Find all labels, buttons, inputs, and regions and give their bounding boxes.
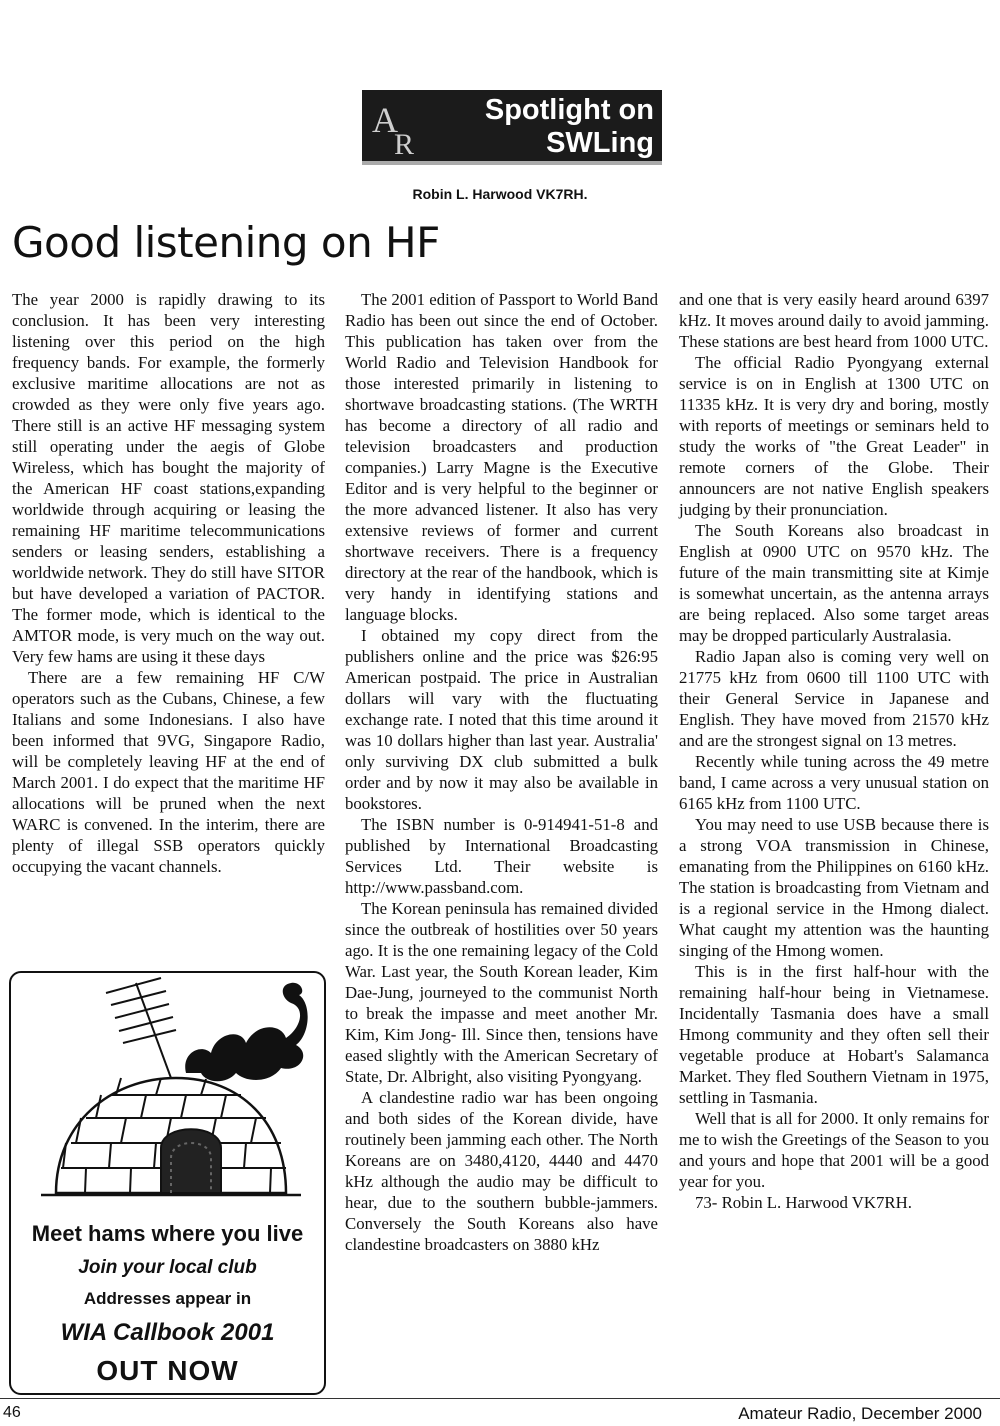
paragraph: I obtained my copy direct from the publishers online and the price was $26:95 American postpaid. The price in Australian dollars will vary with the fluctuating exchange rate. I noted that this time around it was 10 dollars higher than last year. Australia' only surviving DX club submitted a bulk order and by now it may also be available in bookstores. xyxy=(345,626,658,813)
antenna-icon xyxy=(106,978,176,1078)
paragraph: This is in the first half-hour with the remaining half-hour being in Vietnamese. Incidentally Tasmania does have a small Hmong community and they often sell their vegetable produce at Hobart's Salamanca Market. They fled Southern Vietnam in 1975, settling in Tasmania. xyxy=(679,962,989,1107)
paragraph: Radio Japan also is coming very well on 21775 kHz from 0600 till 1100 UTC with their General Service in Japanese and English. They have moved from 21570 kHz and are the strongest signal on 13 metres. xyxy=(679,647,989,750)
article-column-1 xyxy=(12,289,325,877)
article-column-2 xyxy=(345,289,658,1255)
footer-rule xyxy=(0,1398,1000,1399)
paragraph: The year 2000 is rapidly drawing to its conclusion. It has been very interesting listening over this period on the high frequency bands. For example, the formerly exclusive maritime allocations are not as crowded as they were only five years ago. There still is an active HF messaging system still operating under the aegis of Globe Wireless, which has bought the majority of the American HF coast stations,expanding worldwide through acquiring or leasing the remaining HF maritime telecommunications senders or leasing senders, establishing a worldwide network. They do still have SITOR but have developed a variation of PACTOR. The former mode, which is identical to the AMTOR mode, is very much on the way out. Very few hams are using it these days xyxy=(12,290,325,666)
article-column-3 xyxy=(679,289,989,1213)
ad-headline: Meet hams where you live xyxy=(31,1221,304,1246)
banner-title-line2: SWLing xyxy=(546,127,654,159)
paragraph: The South Koreans also broadcast in English at 0900 UTC on 9570 kHz. The future of the main transmitting site at Kimje is somewhat uncertain, as the antenna arrays are being replaced. Also some target areas may be dropped particularly Australasia. xyxy=(679,521,989,645)
paragraph: The Korean peninsula has remained divided since the outbreak of hostilities over 50 years ago. It is the one remaining legacy of the Cold War. Last year, the South Korean leader, Kim Dae-Jung, journeyed to the communist North to break the impasse and meet another Mr. Kim, Kim Jong- Ill. Since then, tensions have eased slightly with the American Secretary of State, Dr. Albright, also visiting Pyongyang. xyxy=(345,899,658,1086)
ad-callout: OUT NOW xyxy=(96,1355,239,1386)
banner-underline xyxy=(362,161,662,165)
paragraph: Well that is all for 2000. It only remains for me to wish the Greetings of the Season to you and yours and hope that 2001 will be a good year for you. xyxy=(679,1109,989,1191)
paragraph: The ISBN number is 0-914941-51-8 and published by International Broadcasting Services Ltd. Their website is http://www.passband.com. xyxy=(345,815,658,897)
smoke-icon xyxy=(185,983,307,1081)
page-number: 46 xyxy=(3,1404,21,1421)
paragraph: and one that is very easily heard around 6397 kHz. It moves around daily to avoid jamming. These stations are best heard from 1000 UTC. xyxy=(679,290,989,351)
author-byline: Robin L. Harwood VK7RH. xyxy=(412,186,588,202)
igloo-antenna-illustration xyxy=(11,973,324,1213)
signature-line: 73- Robin L. Harwood VK7RH. xyxy=(695,1193,912,1212)
journal-footer: Amateur Radio, December 2000 xyxy=(738,1404,982,1423)
article-headline: Good listening on HF xyxy=(12,218,440,267)
banner-title-line1: Spotlight on xyxy=(484,94,654,126)
logo-letter-r: R xyxy=(394,128,415,158)
paragraph: The 2001 edition of Passport to World Band Radio has been out since the end of October. This publication has taken over from the World Radio and Television Handbook for those interested primarily in listening to shortwave broadcasting stations. (The WRTH has become a directory of all radio and television broadcasters and production companies.) Larry Magne is the Executive Editor and is very helpful to the beginner or the more advanced listener. It also has very extensive reviews of former and current shortwave receivers. There is a frequency directory at the rear of the handbook, which is very handy in identifying stations and language blocks. xyxy=(345,290,658,624)
igloo-icon xyxy=(41,1078,301,1195)
paragraph: A clandestine radio war has been ongoing and both sides of the Korean divide, have routinely been jamming each other. The North Koreans are on 3480,4120, 4440 and 4470 kHz although the audio may be difficult to hear, due to the southern bubble-jammers. Conversely the South Koreans also have clandestine broadcasters on 3880 kHz xyxy=(345,1088,658,1254)
ar-logo-icon xyxy=(368,96,428,158)
logo-letter-a: A xyxy=(372,100,398,140)
ad-text: Addresses appear in xyxy=(83,1289,252,1308)
ad-subline: Join your local club xyxy=(78,1257,257,1278)
paragraph: The official Radio Pyongyang external service is on in English at 1300 UTC on 11335 kHz. It is very dry and boring, mostly with reports of meetings or seminars held to study the works of "the Great Leader" in remote corners of the Globe. Their announcers are not native English speakers judging by their pronunciation. xyxy=(679,353,989,519)
callbook-advertisement xyxy=(9,971,326,1395)
paragraph: You may need to use USB because there is a strong VOA transmission in Chinese, emanating from the Philippines on 6160 kHz. The station is broadcasting from Vietnam and is a regional service in the Hmong dialect. What caught my attention was the haunting singing of the Hmong women. xyxy=(679,815,989,960)
ad-product-title: WIA Callbook 2001 xyxy=(60,1319,275,1346)
paragraph: Recently while tuning across the 49 metre band, I came across a very unusual station on 6165 kHz from 1100 UTC. xyxy=(679,752,989,813)
paragraph: There are a few remaining HF C/W operators such as the Cubans, Chinese, a few Italians and some Indonesians. I also have been informed that 9VG, Singapore Radio, will be completely leaving HF at the end of March 2001. I do expect that the maritime HF allocations will be pruned when the next WARC is convened. In the interim, there are plenty of illegal SSB operators quickly occupying the vacant channels. xyxy=(12,668,325,876)
section-banner xyxy=(362,90,662,165)
